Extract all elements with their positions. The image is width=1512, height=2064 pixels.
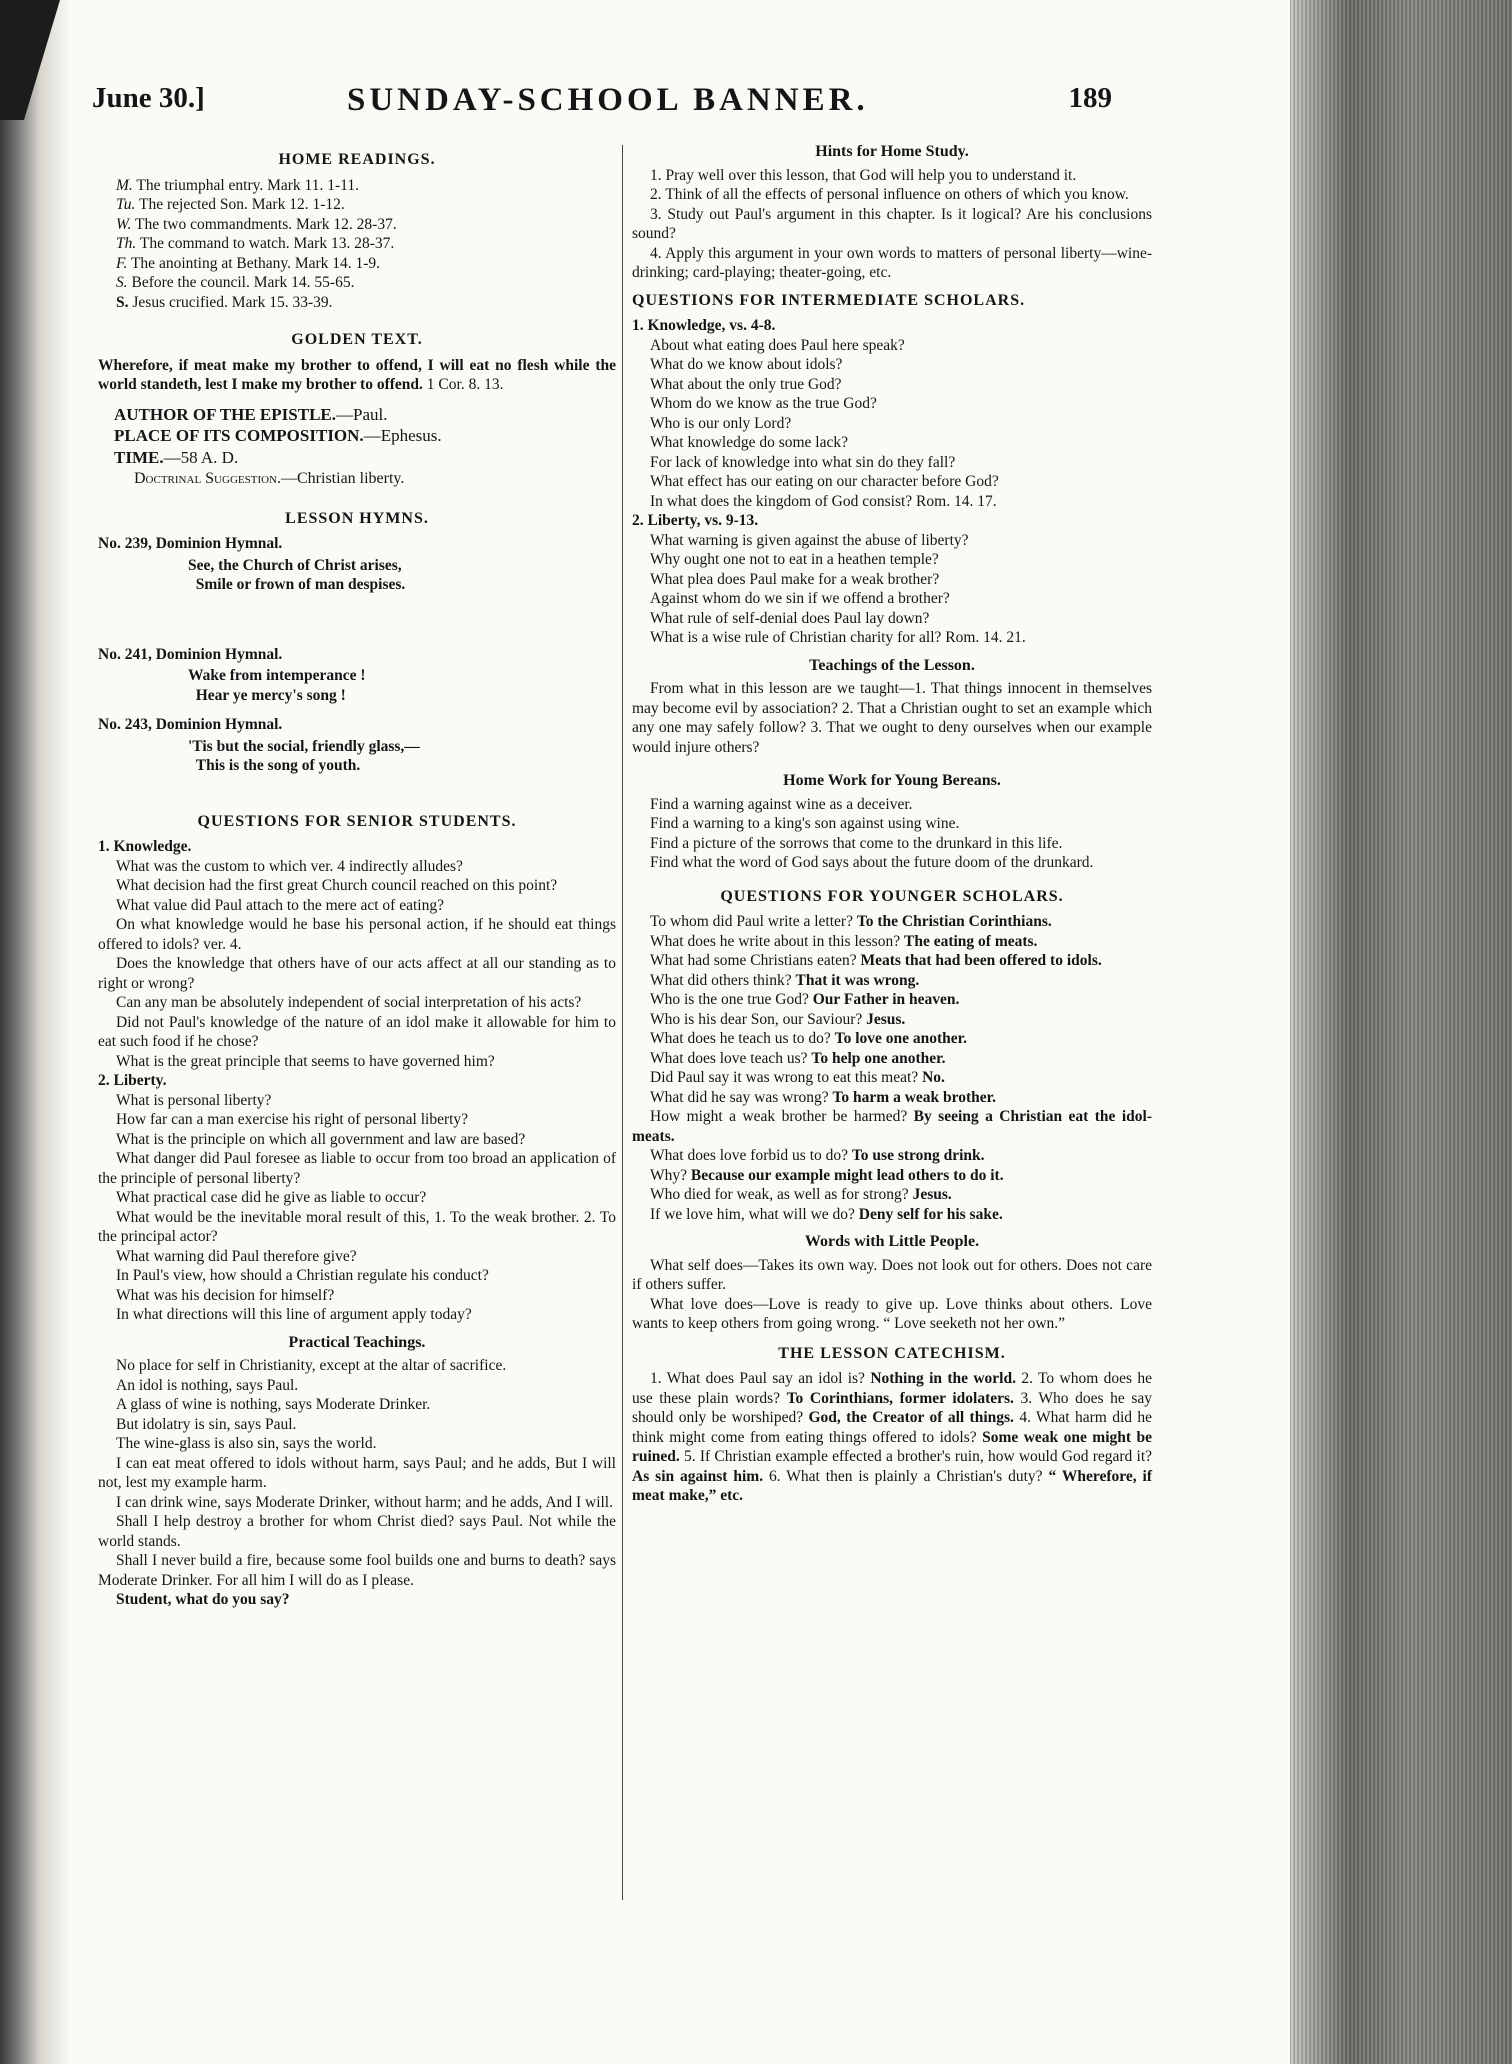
question: What decision had the first great Church council reached on this point? [116, 877, 558, 894]
page-edges [1290, 0, 1512, 2064]
question: What about the only true God? [650, 375, 842, 393]
qa-item: What does love teach us? To help one another. [650, 1049, 946, 1067]
left-column [98, 142, 616, 1610]
paragraph: Shall I help destroy a brother for whom Christ died? says Paul. Not while the world stands. [98, 1513, 616, 1550]
qa-item: What does he teach us to do? To love one another. [650, 1030, 967, 1047]
hint-item: 4. Apply this argument in your own words to matters of personal liberty—wine-drinking; card-playing; theater-going, etc. [632, 244, 1152, 281]
reading-item: F. The anointing at Bethany. Mark 14. 1-9. [116, 254, 381, 272]
homework-item: Find a picture of the sorrows that come to the drunkard in this life. [650, 834, 1063, 852]
paragraph: No place for self in Christianity, except at the altar of sacrifice. [116, 1357, 507, 1374]
binding-shadow [0, 0, 70, 2064]
reading-item: S. Jesus crucified. Mark 15. 33-39. [116, 293, 333, 311]
question: In what directions will this line of argument apply today? [116, 1306, 472, 1323]
qa-item: What did others think? That it was wrong. [650, 971, 920, 989]
teachings-heading: Teachings of the Lesson. [809, 656, 975, 674]
doctrinal-line: Doctrinal Suggestion.—Christian liberty. [134, 470, 405, 487]
hymn-number: No. 239, Dominion Hymnal. [98, 535, 283, 552]
qa-item: Who is his dear Son, our Saviour? Jesus. [650, 1010, 906, 1028]
paragraph: But idolatry is sin, says Paul. [116, 1415, 297, 1433]
question: On what knowledge would he base his personal action, if he should eat things offered to idols? ver. 4. [98, 916, 616, 953]
question: Can any man be absolutely independent of social interpretation of his acts? [116, 994, 582, 1011]
homework-item: Find a warning against wine as a deceiver. [650, 795, 913, 813]
question: In Paul's view, how should a Christian regulate his conduct? [116, 1267, 489, 1284]
question: What effect has our eating on our character before God? [650, 473, 999, 490]
paragraph: The wine-glass is also sin, says the world. [116, 1435, 377, 1452]
place-line: PLACE OF ITS COMPOSITION.—Ephesus. [114, 426, 442, 445]
hymn-entry [98, 715, 616, 776]
reading-item: Th. The command to watch. Mark 13. 28-37. [116, 235, 395, 252]
paragraph: Shall I never build a fire, because some fool builds one and burns to death? says Moderate Drinker. For all him I will do as I please. [98, 1552, 616, 1589]
liberty-subheading: 2. Liberty, vs. 9-13. [632, 512, 759, 529]
home-readings-heading: HOME READINGS. [278, 151, 436, 168]
question: What do we know about idols? [650, 356, 843, 373]
lesson-hymns-heading: LESSON HYMNS. [285, 509, 429, 527]
qa-item: Did Paul say it was wrong to eat this meat? No. [650, 1069, 945, 1086]
younger-questions-heading: QUESTIONS FOR YOUNGER SCHOLARS. [720, 887, 1064, 905]
golden-text: Wherefore, if meat make my brother to offend, I will eat no flesh while the world standeth, lest I make my brother to offend. 1 Cor. 8. 13. [98, 356, 616, 393]
question: What value did Paul attach to the mere act of eating? [116, 896, 444, 914]
column-divider [622, 145, 623, 1900]
question: What is personal liberty? [116, 1091, 272, 1109]
home-readings-list [98, 176, 616, 313]
question: What is a wise rule of Christian charity for all? Rom. 14. 21. [650, 629, 1026, 646]
qa-item: Why? Because our example might lead others to do it. [650, 1166, 1004, 1184]
publication-title: SUNDAY-SCHOOL BANNER. [347, 82, 869, 118]
teachings-text: From what in this lesson are we taught—1. That things innocent in themselves may become evil by association? 2. That a Christian ought to set an example which any one may safely follow? 3. That we ought to deny ourselves when our example would injure others? [632, 680, 1152, 756]
homework-item: Find what the word of God says about the future doom of the drunkard. [650, 854, 1094, 871]
closing-question: Student, what do you say? [116, 1591, 290, 1608]
liberty-subheading: 2. Liberty. [98, 1072, 167, 1089]
hint-item: 2. Think of all the effects of personal influence on others of which you know. [650, 186, 1129, 203]
question: What would be the inevitable moral result of this, 1. To the weak brother. 2. To the principal actor? [98, 1208, 616, 1245]
question: What danger did Paul foresee as liable to occur from too broad an application of the principle of personal liberty? [98, 1150, 616, 1187]
qa-item: What had some Christians eaten? Meats that had been offered to idols. [650, 952, 1102, 969]
hymn-entry [98, 534, 616, 595]
qa-item: What does love forbid us to do? To use strong drink. [650, 1147, 985, 1164]
question: About what eating does Paul here speak? [650, 336, 905, 354]
knowledge-subheading: 1. Knowledge. [98, 838, 192, 855]
header-date: June 30.] [92, 82, 205, 114]
question: What practical case did he give as liable to occur? [116, 1189, 427, 1206]
hymn-number: No. 243, Dominion Hymnal. [98, 716, 283, 733]
little-people-heading: Words with Little People. [804, 1233, 980, 1250]
running-header [92, 82, 1112, 122]
question: What was his decision for himself? [116, 1286, 335, 1304]
hymn-number: No. 241, Dominion Hymnal. [98, 645, 283, 663]
question: Against whom do we sin if we offend a brother? [650, 590, 950, 607]
question: Why ought one not to eat in a heathen temple? [650, 551, 939, 568]
author-line: AUTHOR OF THE EPISTLE.—Paul. [114, 404, 388, 424]
qa-item: To whom did Paul write a letter? To the Christian Corinthians. [650, 913, 1052, 930]
homework-item: Find a warning to a king's son against using wine. [650, 815, 960, 832]
knowledge-subheading: 1. Knowledge, vs. 4-8. [632, 317, 776, 334]
paragraph: A glass of wine is nothing, says Moderate Drinker. [116, 1396, 431, 1413]
question: In what does the kingdom of God consist? Rom. 14. 17. [650, 492, 997, 510]
paragraph: An idol is nothing, says Paul. [116, 1376, 299, 1394]
question: For lack of knowledge into what sin do they fall? [650, 453, 956, 471]
catechism-text: 1. What does Paul say an idol is? Nothing in the world. 2. To whom does he use these plain words? To Corinthians, former idolaters. 3. Who does he say should only be worshiped? God, the Creator of all things. 4. What harm did he think might come from eating things offered to idols? Some weak one might be ruined. 5. If Christian example effected a brother's ruin, how would God regard it? As sin against him. 6. What then is plainly a Christian's duty? “ Wherefore, if meat make,” etc. [632, 1370, 1153, 1504]
hymn-lines: 'Tis but the social, friendly glass,— This is the song of youth. [188, 737, 420, 774]
question: Did not Paul's knowledge of the nature of an idol make it allowable for him to eat such food if he chose? [98, 1013, 616, 1050]
qa-item: Who is the one true God? Our Father in heaven. [650, 991, 960, 1008]
reading-item: Tu. The rejected Son. Mark 12. 1-12. [116, 196, 345, 213]
question: What warning did Paul therefore give? [116, 1247, 357, 1265]
question: What knowledge do some lack? [650, 434, 848, 451]
hymn-lines: See, the Church of Christ arises, Smile or frown of man despises. [188, 556, 406, 593]
question: What is the principle on which all government and law are based? [116, 1130, 526, 1148]
question: What plea does Paul make for a weak brother? [650, 570, 940, 588]
hymn-entry [98, 645, 616, 706]
qa-item: What does he write about in this lesson? The eating of meats. [650, 932, 1038, 950]
question: What rule of self-denial does Paul lay down? [650, 609, 930, 627]
right-column [632, 142, 1152, 1506]
reading-item: S. Before the council. Mark 14. 55-65. [116, 274, 355, 291]
time-line: TIME.—58 A. D. [114, 447, 239, 467]
paragraph: What self does—Takes its own way. Does not look out for others. Does not care if others suffer. [632, 1256, 1152, 1293]
senior-questions-heading: QUESTIONS FOR SENIOR STUDENTS. [197, 812, 517, 830]
practical-teachings-heading: Practical Teachings. [288, 1333, 426, 1351]
paragraph: What love does—Love is ready to give up. Love thinks about others. Love wants to keep others from going wrong. “ Love seeketh not her own.” [632, 1295, 1152, 1332]
question: What is the great principle that seems to have governed him? [116, 1052, 495, 1070]
question: Who is our only Lord? [650, 414, 792, 432]
question: Does the knowledge that others have of our acts affect at all our standing as to right or wrong? [98, 955, 616, 992]
qa-item: Who died for weak, as well as for strong? Jesus. [650, 1186, 952, 1203]
qa-item: How might a weak brother be harmed? By seeing a Christian eat the idol-meats. [632, 1108, 1153, 1145]
reading-item: M. The triumphal entry. Mark 11. 1-11. [116, 176, 359, 194]
intermediate-questions-heading: QUESTIONS FOR INTERMEDIATE SCHOLARS. [632, 291, 1026, 309]
page-number: 189 [1068, 82, 1112, 114]
hymn-lines: Wake from intemperance ! Hear ye mercy's song ! [188, 667, 366, 704]
qa-item: If we love him, what will we do? Deny self for his sake. [650, 1205, 1003, 1223]
question: How far can a man exercise his right of personal liberty? [116, 1111, 469, 1128]
paragraph: I can eat meat offered to idols without harm, says Paul; and he adds, But I will not, lest my example harm. [98, 1454, 616, 1491]
hints-heading: Hints for Home Study. [815, 143, 969, 160]
paragraph: I can drink wine, says Moderate Drinker, without harm; and he adds, And I will. [116, 1493, 613, 1511]
catechism-heading: THE LESSON CATECHISM. [778, 1344, 1006, 1362]
hint-item: 1. Pray well over this lesson, that God will help you to understand it. [650, 166, 1077, 184]
question: What warning is given against the abuse of liberty? [650, 531, 969, 549]
hint-item: 3. Study out Paul's argument in this chapter. Is it logical? Are his conclusions sound? [632, 205, 1152, 242]
golden-text-heading: GOLDEN TEXT. [291, 331, 423, 348]
qa-item: What did he say was wrong? To harm a weak brother. [650, 1088, 996, 1106]
homework-heading: Home Work for Young Bereans. [783, 772, 1001, 789]
reading-item: W. The two commandments. Mark 12. 28-37. [116, 215, 397, 233]
question: What was the custom to which ver. 4 indirectly alludes? [116, 857, 463, 875]
question: Whom do we know as the true God? [650, 395, 877, 412]
